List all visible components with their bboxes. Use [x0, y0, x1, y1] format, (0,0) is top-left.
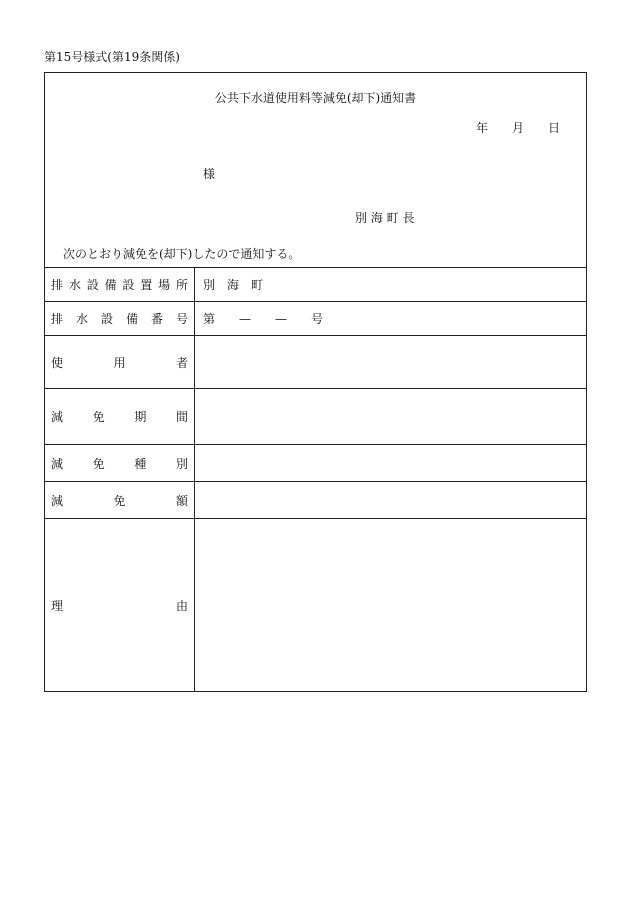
row-value: 別 海 町	[203, 278, 264, 292]
notice-text: 次のとおり減免を(却下)したので通知する。	[63, 247, 301, 261]
row-label: 減免種別	[45, 445, 195, 481]
date-line: 年 月 日	[475, 121, 560, 135]
row-label: 理由	[45, 519, 195, 691]
row-label: 排水設備設置場所	[45, 268, 195, 301]
row-value	[195, 482, 586, 518]
detail-table	[45, 267, 586, 691]
row-value	[195, 519, 586, 691]
form-number: 第15号様式(第19条関係)	[44, 50, 180, 64]
row-value: 第 — — 号	[203, 312, 324, 326]
row-user	[45, 335, 586, 388]
row-amount	[45, 481, 586, 518]
row-value	[195, 389, 586, 444]
row-period	[45, 388, 586, 444]
sender-title: 別 海 町 長	[355, 211, 415, 225]
addressee-suffix: 様	[203, 167, 216, 181]
row-label: 排水設備番号	[45, 302, 195, 335]
row-type	[45, 444, 586, 481]
row-value	[195, 336, 586, 388]
row-facility-number	[45, 301, 586, 335]
row-label: 使用者	[45, 336, 195, 388]
form-frame	[44, 72, 587, 692]
row-facility-location	[45, 267, 586, 301]
row-reason	[45, 518, 586, 691]
row-value	[195, 445, 586, 481]
row-label: 減免額	[45, 482, 195, 518]
row-label: 減免期間	[45, 389, 195, 444]
document-title: 公共下水道使用料等減免(却下)通知書	[214, 91, 417, 105]
